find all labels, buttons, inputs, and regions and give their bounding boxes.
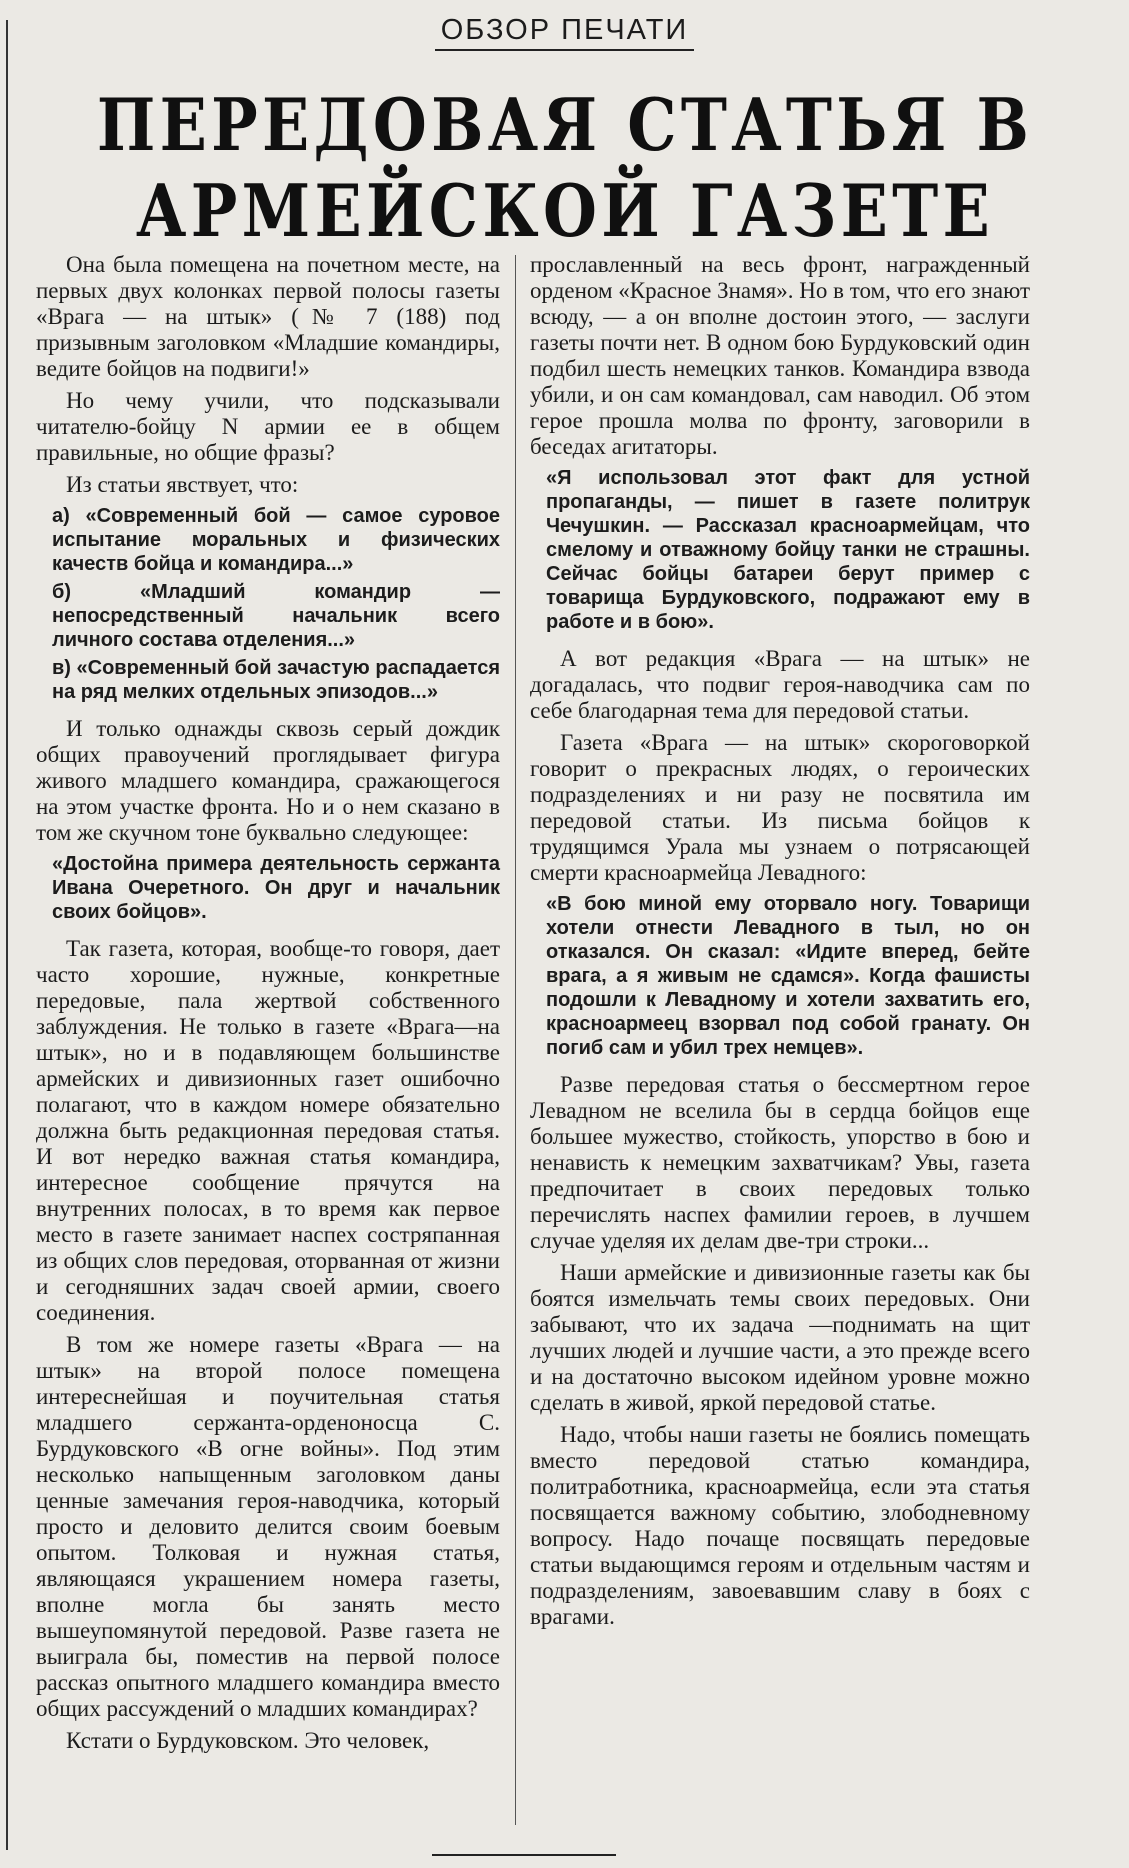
end-rule (432, 1854, 616, 1856)
page-left-rule (6, 20, 8, 1850)
paragraph: И только однажды сквозь серый дождик общих правоучений проглядывает фигура живого младшего командира, сражающегося на этом участке фронта. Но и о нем сказано в том же скучном тоне буквально следующее: (36, 716, 500, 845)
column-divider (515, 255, 516, 1825)
article-column-left (36, 252, 500, 1760)
headline-line-2: АРМЕЙСКОЙ ГАЗЕТЕ (136, 168, 994, 253)
paragraph: Но чему учили, что подсказывали читателю-бойцу N армии ее в общем правильные, но общие фразы? (36, 388, 500, 465)
paragraph: прославленный на весь фронт, награжденный орденом «Красное Знамя». Но в том, что его знают всюду, — а он вполне достоин этого, — заслуги газеты почти нет. В одном бою Бурдуковский один подбил шесть немецких танков. Командира взвода убили, и он сам командовал, сам наводил. Об этом герое прошла молва по фронту, заговорили в беседах агитаторы. (530, 252, 1031, 459)
quote-item-a: а) «Современный бой — самое суровое испытание моральных и физических качеств бойца и командира...» (52, 505, 500, 575)
section-rubric: ОБЗОР ПЕЧАТИ (435, 14, 695, 51)
paragraph: Наши армейские и дивизионные газеты как бы боятся измельчать темы своих передовых. Они забывают, что их задача —поднимать на щит лучших людей и лучшие части, а это прежде всего и на достаточно высоком идейном уровне можно сделать в живой, яркой передовой статье. (530, 1260, 1030, 1415)
rubric-header (0, 14, 1129, 51)
paragraph: Так газета, которая, вообще-то говоря, дает часто хорошие, нужные, конкретные передовые, пала жертвой собственного заблуждения. Не только в газете «Врага—на штык», но и в подавляющем большинстве армейских и дивизионных газет ошибочно полагают, что в каждом номере обязательно должна быть редакционная передовая статья. И вот нередко важная статья командира, интересное сообщение прячутся на внутренних полосах, в то время как первое место в газете занимает наспех состряпанная из общих слов передовая, оторванная от жизни и сегодняшних задач своей армии, своего соединения. (36, 936, 500, 1325)
paragraph: Разве передовая статья о бессмертном герое Левадном не вселила бы в сердца бойцов еще большее мужество, стойкость, упорство в бою и ненависть к немецким захватчикам? Увы, газета предпочитает в своих передовых только перечислять наспех фамилии героев, в лучшем случае уделяя их делам две-три строки... (530, 1072, 1030, 1253)
quote-item-b: б) «Младший командир — непосредственный начальник всего личного состава отделения...» (52, 581, 500, 651)
quote-block: «В бою миной ему оторвало ногу. Товарищи хотели отнести Левадного в тыл, но он отказался. Он сказал: «Идите вперед, бейте врага, а я живым не сдамся». Когда фашисты подошли к Левадному и хотели захватить его, красноармеец взорвал под собой гранату. Он погиб сам и убил трех немцев». (546, 893, 1030, 1059)
quote-block: «Достойна примера деятельность сержанта Ивана Очеретного. Он друг и начальник своих бойцов». (52, 853, 500, 923)
article-headline (96, 82, 1033, 254)
quote-block (52, 504, 500, 704)
paragraph: Она была помещена на почетном месте, на первых двух колонках первой полосы газеты «Врага — на штык» (№ 7 (188) под призывным заголовком «Младшие командиры, ведите бойцов на подвиги!» (36, 252, 500, 381)
quote-item-c: в) «Современный бой зачастую распадается на ряд мелких отдельных эпизодов...» (52, 657, 500, 703)
paragraph: В том же номере газеты «Врага — на штык» на второй полосе помещена интереснейшая и поучительная статья младшего сержанта-орденоносца С. Бурдуковского «В огне войны». Под этим несколько напыщенным заголовком даны ценные замечания героя-наводчика, который просто и деловито делится своим боевым опытом. Толковая и нужная статья, являющаяся украшением номера газеты, вполне могла бы занять место вышеупомянутой передовой. Разве газета не выиграла бы, поместив на первой полосе рассказ опытного младшего командира вместо общих рассуждений о младших командирах? (36, 1332, 500, 1721)
headline-line-1: ПЕРЕДОВАЯ СТАТЬЯ В (96, 82, 1034, 167)
paragraph: Кстати о Бурдуковском. Это человек, (66, 1728, 430, 1753)
paragraph: А вот редакция «Врага — на штык» не догадалась, что подвиг героя-наводчика сам по себе благодарная тема для передовой статьи. (530, 646, 1030, 723)
paragraph: Из статьи явствует, что: (66, 472, 299, 497)
paragraph: Газета «Врага — на штык» скороговоркой говорит о прекрасных людях, о героических подразделениях и ни разу не посвятила им передовой статьи. Из письма бойцов к трудящимся Урала мы узнаем о потрясающей смерти красноармейца Левадного: (530, 730, 1030, 885)
paragraph: Надо, чтобы наши газеты не боялись помещать вместо передовой статью командира, политработника, красноармейца, если эта статья посвящается важному событию, злободневному вопросу. Надо почаще посвящать передовые статьи выдающимся героям и отдельным частям и подразделениям, завоевавшим славу в боях с врагами. (530, 1422, 1030, 1629)
article-column-right (530, 252, 1030, 1636)
quote-block: «Я использовал этот факт для устной пропаганды, — пишет в газете политрук Чечушкин. — Рассказал красноармейцам, что смелому и отважному бойцу танки не страшны. Сейчас бойцы батареи берут пример с товарища Бурдуковского, подражают ему в работе и в бою». (546, 467, 1030, 633)
